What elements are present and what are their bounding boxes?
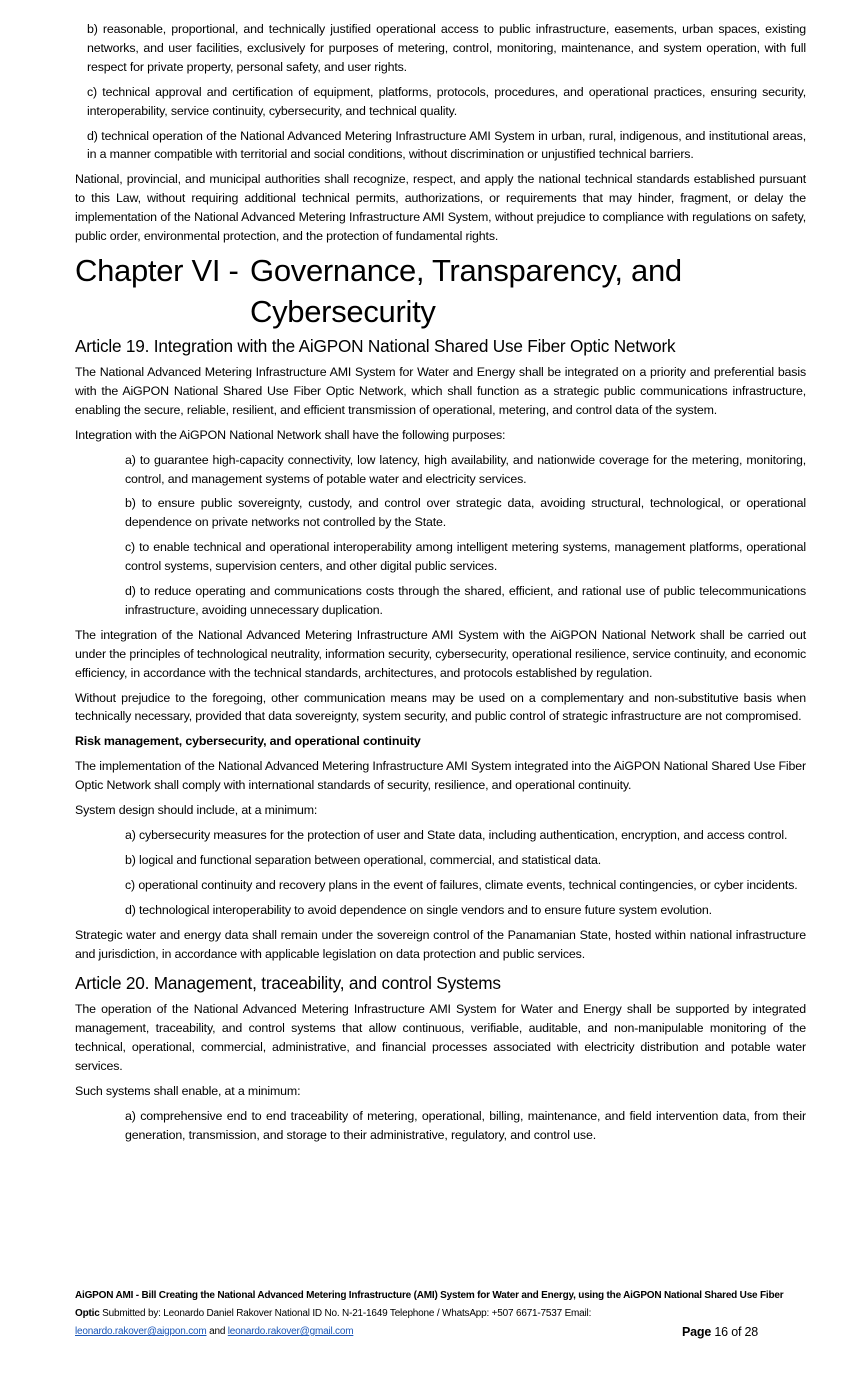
list-item: c) operational continuity and recovery plans in the event of failures, climate events, technical contingencies, or cyber incidents.	[125, 877, 798, 892]
paragraph: Such systems shall enable, at a minimum:	[75, 1084, 301, 1099]
subheading: Risk management, cybersecurity, and operational continuity	[75, 734, 421, 749]
document-page	[75, 0, 806, 1145]
list-item: b) to ensure public sovereignty, custody, and control over strategic data, avoiding structural, technological, or operational dependence on private networks not controlled by the State.	[125, 496, 806, 530]
footer-submitted: Submitted by: Leonardo Daniel Rakover National ID No. N-21-1649 Telephone / WhatsApp: +507 6671-7537 Email:	[102, 1308, 592, 1319]
list-item: a) to guarantee high-capacity connectivity, low latency, high availability, and nationwide coverage for the metering, monitoring, control, and management systems of potable water and electricity services.	[125, 452, 806, 486]
list-item: a) comprehensive end to end traceability of metering, operational, billing, maintenance, and field intervention data, from their generation, transmission, and storage to their administrative, regulatory, and control use.	[125, 1108, 806, 1142]
list-item: d) technological interoperability to avoid dependence on single vendors and to ensure future system evolution.	[125, 902, 712, 917]
article-20-heading: Article 20. Management, traceability, and control Systems	[75, 973, 501, 994]
paragraph: Strategic water and energy data shall remain under the sovereign control of the Panamanian State, hosted within national infrastructure and jurisdiction, in accordance with applicable legislation on data protection and public services.	[75, 927, 806, 961]
page-number	[682, 1323, 758, 1341]
paragraph: National, provincial, and municipal authorities shall recognize, respect, and apply the national technical standards established pursuant to this Law, without requiring additional technical permits, authorizations, or requirements that may hinder, fragment, or delay the implementation of the National Advanced Metering Infrastructure AMI System, without prejudice to compliance with regulations on safety, public order, environmental protection, and the protection of fundamental rights.	[75, 172, 806, 244]
chapter-title: Governance, Transparency, and Cybersecurity	[250, 252, 682, 329]
paragraph: The operation of the National Advanced Metering Infrastructure AMI System for Water and Energy shall be supported by integrated management, traceability, and control systems that allow continuous, verifiable, auditable, and non-manipulable monitoring of the technical, operational, commercial, administrative, and financial processes associated with electricity distribution and potable water services.	[75, 1002, 806, 1074]
footer-title: AiGPON AMI - Bill Creating the National Advanced Metering Infrastructure (AMI) System for Water and Energy, using the AiGPON National Shared Use Fiber Optic	[75, 1290, 784, 1319]
page-label: Page	[682, 1325, 712, 1339]
page-current: 16	[714, 1325, 728, 1339]
list-item: c) to enable technical and operational interoperability among intelligent metering systems, management platforms, operational control systems, supervision centers, and other digital public services.	[125, 540, 806, 574]
list-item: d) technical operation of the National Advanced Metering Infrastructure AMI System in urban, rural, indigenous, and institutional areas, in a manner compatible with territorial and social conditions, without discrimination or unjustified technical barriers.	[87, 128, 806, 162]
article-19-heading: Article 19. Integration with the AiGPON National Shared Use Fiber Optic Network	[75, 335, 676, 356]
chapter-heading	[75, 250, 806, 332]
chapter-number: Chapter VI -	[75, 252, 239, 288]
list-item: b) reasonable, proportional, and technically justified operational access to public infrastructure, easements, urban spaces, existing networks, and user facilities, exclusively for purposes of metering, control, monitoring, maintenance, and system operation, with full respect for private property, personal safety, and user rights.	[87, 22, 806, 74]
paragraph: Integration with the AiGPON National Network shall have the following purposes:	[75, 427, 506, 442]
paragraph: The National Advanced Metering Infrastructure AMI System for Water and Energy shall be integrated on a priority and preferential basis with the AiGPON National Shared Use Fiber Optic Network, which shall function as a strategic public communications infrastructure, enabling the secure, reliable, resilient, and efficient transmission of operational, metering, and control data of the system.	[75, 364, 806, 417]
list-item: c) technical approval and certification of equipment, platforms, protocols, procedures, and operational practices, ensuring security, interoperability, service continuity, cybersecurity, and technical quality.	[87, 84, 806, 118]
footer-and: and	[209, 1326, 226, 1337]
list-item: a) cybersecurity measures for the protection of user and State data, including authentication, encryption, and access control.	[125, 828, 788, 842]
list-item: d) to reduce operating and communications costs through the shared, efficient, and rational use of public telecommunications infrastructure, avoiding unnecessary duplication.	[125, 584, 806, 617]
page-footer	[75, 1287, 806, 1341]
email-link-gmail[interactable]: leonardo.rakover@gmail.com	[227, 1326, 354, 1337]
paragraph: System design should include, at a minimum:	[75, 803, 318, 818]
list-item: b) logical and functional separation between operational, commercial, and statistical data.	[125, 852, 602, 867]
paragraph: The integration of the National Advanced Metering Infrastructure AMI System with the AiGPON National Network shall be carried out under the principles of technological neutrality, information security, cybersecurity, operational resilience, service continuity, and economic efficiency, in accordance with the technical standards, architectures, and protocols established by regulation.	[75, 627, 806, 680]
page-total: of 28	[731, 1325, 758, 1339]
paragraph: The implementation of the National Advanced Metering Infrastructure AMI System integrated into the AiGPON National Shared Use Fiber Optic Network shall comply with international standards of security, resilience, and operational continuity.	[75, 759, 806, 793]
paragraph: Without prejudice to the foregoing, other communication means may be used on a complementary and non-substitutive basis when technically necessary, provided that data sovereignty, system security, and public control of strategic infrastructure are not compromised.	[75, 690, 806, 724]
email-link-aigpon[interactable]: leonardo.rakover@aigpon.com	[75, 1326, 207, 1337]
